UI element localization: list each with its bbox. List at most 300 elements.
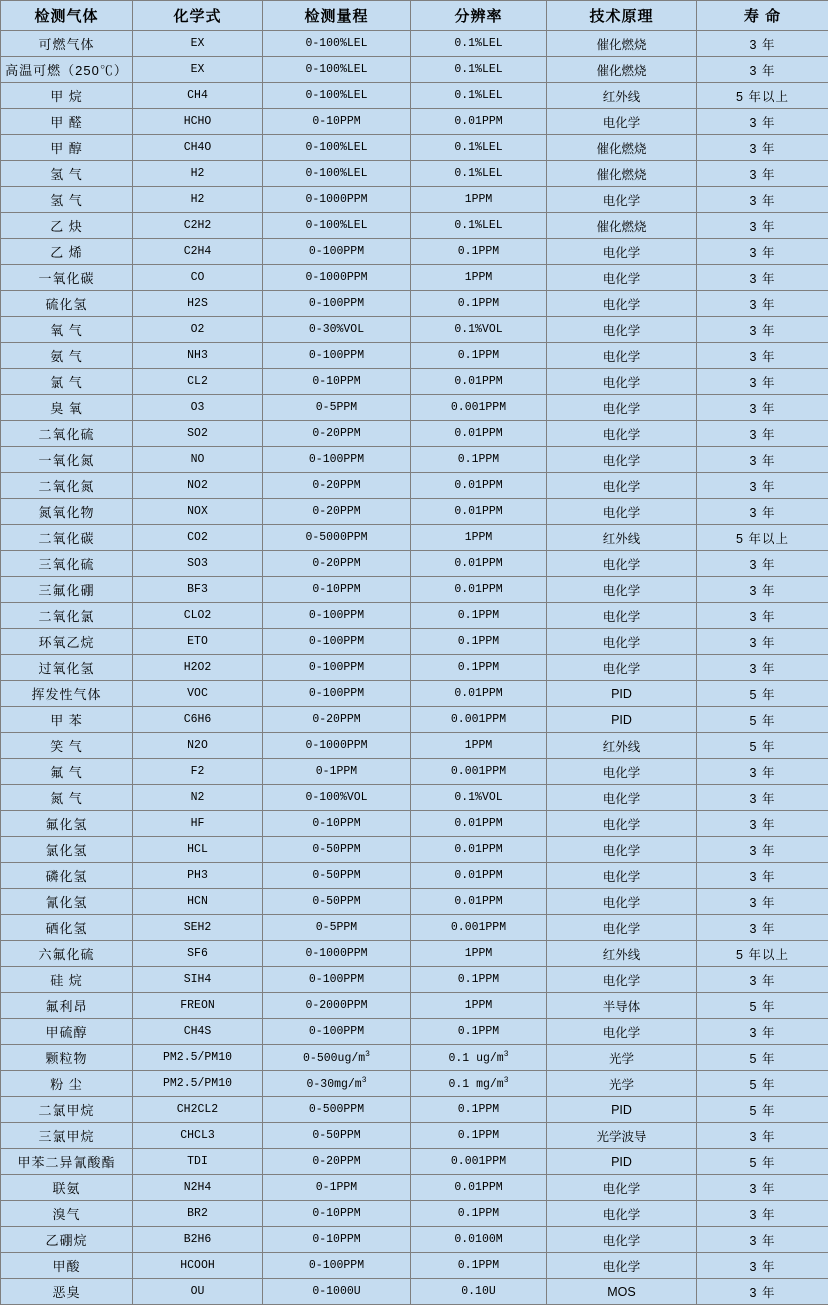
- cell-resolution: 0.01PPM: [411, 499, 547, 525]
- cell-resolution: 0.1PPM: [411, 1201, 547, 1227]
- cell-range: 0-20PPM: [263, 473, 411, 499]
- cell-principle: MOS: [547, 1279, 697, 1305]
- cell-life: 3 年: [697, 317, 828, 343]
- cell-resolution: 1PPM: [411, 733, 547, 759]
- cell-resolution: 0.01PPM: [411, 811, 547, 837]
- cell-life: 3 年: [697, 1019, 828, 1045]
- cell-life: 5 年以上: [697, 525, 828, 551]
- cell-formula: PM2.5/PM10: [133, 1071, 263, 1097]
- cell-gas: 乙硼烷: [1, 1227, 133, 1253]
- cell-principle: 红外线: [547, 525, 697, 551]
- cell-gas: 一氧化碳: [1, 265, 133, 291]
- cell-resolution: 0.1%VOL: [411, 785, 547, 811]
- cell-formula: SO2: [133, 421, 263, 447]
- cell-life: 3 年: [697, 213, 828, 239]
- cell-resolution: 0.1PPM: [411, 343, 547, 369]
- cell-gas: 二氯甲烷: [1, 1097, 133, 1123]
- cell-principle: PID: [547, 707, 697, 733]
- cell-range: 0-100%LEL: [263, 213, 411, 239]
- cell-range: 0-500PPM: [263, 1097, 411, 1123]
- table-row: [1, 889, 828, 915]
- cell-life: 3 年: [697, 1227, 828, 1253]
- cell-formula: PM2.5/PM10: [133, 1045, 263, 1071]
- cell-range: 0-10PPM: [263, 811, 411, 837]
- cell-life: 3 年: [697, 109, 828, 135]
- cell-principle: 电化学: [547, 1201, 697, 1227]
- cell-formula: H2: [133, 161, 263, 187]
- table-row: [1, 707, 828, 733]
- cell-gas: 氢 气: [1, 161, 133, 187]
- cell-resolution: 0.01PPM: [411, 421, 547, 447]
- table-row: [1, 31, 828, 57]
- cell-life: 3 年: [697, 1253, 828, 1279]
- cell-resolution: 0.1%LEL: [411, 31, 547, 57]
- table-row: [1, 1279, 828, 1305]
- cell-resolution: 0.1PPM: [411, 603, 547, 629]
- cell-life: 3 年: [697, 1279, 828, 1305]
- cell-gas: 臭 氧: [1, 395, 133, 421]
- cell-range: 0-5PPM: [263, 915, 411, 941]
- cell-resolution: 0.1PPM: [411, 629, 547, 655]
- cell-principle: 电化学: [547, 395, 697, 421]
- cell-range: 0-10PPM: [263, 369, 411, 395]
- table-row: [1, 447, 828, 473]
- cell-range: 0-1000PPM: [263, 265, 411, 291]
- cell-principle: 电化学: [547, 915, 697, 941]
- cell-gas: 可燃气体: [1, 31, 133, 57]
- cell-gas: 氟 气: [1, 759, 133, 785]
- cell-formula: CLO2: [133, 603, 263, 629]
- cell-resolution: 0.01PPM: [411, 863, 547, 889]
- table-header-row: [1, 1, 828, 31]
- cell-life: 5 年: [697, 1045, 828, 1071]
- cell-life: 3 年: [697, 421, 828, 447]
- cell-life: 3 年: [697, 655, 828, 681]
- cell-gas: 氧 气: [1, 317, 133, 343]
- table-row: [1, 863, 828, 889]
- cell-resolution: 1PPM: [411, 993, 547, 1019]
- table-row: [1, 187, 828, 213]
- table-row: [1, 395, 828, 421]
- cell-range: 0-20PPM: [263, 499, 411, 525]
- cell-range: 0-50PPM: [263, 837, 411, 863]
- cell-life: 3 年: [697, 265, 828, 291]
- cell-principle: 电化学: [547, 265, 697, 291]
- column-header-range: 检测量程: [263, 1, 411, 31]
- cell-resolution: 0.1PPM: [411, 239, 547, 265]
- cell-range: 0-100PPM: [263, 239, 411, 265]
- cell-formula: CO: [133, 265, 263, 291]
- cell-formula: OU: [133, 1279, 263, 1305]
- table-row: [1, 83, 828, 109]
- cell-life: 5 年: [697, 1149, 828, 1175]
- cell-life: 5 年: [697, 733, 828, 759]
- cell-resolution: 0.1%LEL: [411, 135, 547, 161]
- cell-range: 0-100PPM: [263, 1253, 411, 1279]
- table-row: [1, 603, 828, 629]
- table-row: [1, 629, 828, 655]
- cell-resolution: 0.01PPM: [411, 1175, 547, 1201]
- table-row: [1, 733, 828, 759]
- cell-gas: 硫化氢: [1, 291, 133, 317]
- cell-range: 0-50PPM: [263, 863, 411, 889]
- cell-principle: 电化学: [547, 343, 697, 369]
- cell-range: 0-100PPM: [263, 343, 411, 369]
- cell-life: 3 年: [697, 889, 828, 915]
- cell-formula: C2H2: [133, 213, 263, 239]
- cell-gas: 硒化氢: [1, 915, 133, 941]
- table-row: [1, 291, 828, 317]
- cell-formula: NO2: [133, 473, 263, 499]
- cell-principle: PID: [547, 1097, 697, 1123]
- cell-resolution: 0.1%LEL: [411, 161, 547, 187]
- cell-principle: 电化学: [547, 629, 697, 655]
- table-row: [1, 421, 828, 447]
- cell-range: 0-5PPM: [263, 395, 411, 421]
- cell-range: 0-100PPM: [263, 291, 411, 317]
- cell-life: 5 年: [697, 993, 828, 1019]
- cell-resolution: 0.1%LEL: [411, 213, 547, 239]
- cell-resolution: 0.1PPM: [411, 655, 547, 681]
- column-header-resolution: 分辨率: [411, 1, 547, 31]
- cell-life: 3 年: [697, 161, 828, 187]
- cell-gas: 乙 烯: [1, 239, 133, 265]
- cell-range: 0-50PPM: [263, 889, 411, 915]
- cell-principle: 电化学: [547, 785, 697, 811]
- cell-formula: HCN: [133, 889, 263, 915]
- cell-formula: O3: [133, 395, 263, 421]
- table-row: [1, 811, 828, 837]
- cell-resolution: 0.1PPM: [411, 1097, 547, 1123]
- cell-range: 0-100%LEL: [263, 31, 411, 57]
- cell-formula: VOC: [133, 681, 263, 707]
- cell-formula: C2H4: [133, 239, 263, 265]
- table-row: [1, 525, 828, 551]
- cell-formula: SEH2: [133, 915, 263, 941]
- cell-range: 0-100PPM: [263, 1019, 411, 1045]
- cell-formula: SO3: [133, 551, 263, 577]
- cell-range: 0-1PPM: [263, 759, 411, 785]
- cell-principle: 电化学: [547, 837, 697, 863]
- cell-formula: O2: [133, 317, 263, 343]
- cell-gas: 溴气: [1, 1201, 133, 1227]
- cell-life: 3 年: [697, 291, 828, 317]
- cell-gas: 乙 炔: [1, 213, 133, 239]
- column-header-formula: 化学式: [133, 1, 263, 31]
- cell-principle: 光学: [547, 1071, 697, 1097]
- cell-range: 0-100%LEL: [263, 161, 411, 187]
- cell-resolution: 0.1%LEL: [411, 83, 547, 109]
- table-row: [1, 135, 828, 161]
- cell-formula: HCOOH: [133, 1253, 263, 1279]
- cell-formula: H2O2: [133, 655, 263, 681]
- cell-range: 0-100%LEL: [263, 57, 411, 83]
- cell-principle: 催化燃烧: [547, 161, 697, 187]
- table-row: [1, 239, 828, 265]
- table-row: [1, 785, 828, 811]
- table-row: [1, 1253, 828, 1279]
- cell-range: 0-100PPM: [263, 967, 411, 993]
- cell-gas: 过氧化氢: [1, 655, 133, 681]
- cell-resolution: 0.01PPM: [411, 837, 547, 863]
- cell-gas: 六氟化硫: [1, 941, 133, 967]
- cell-gas: 氮氧化物: [1, 499, 133, 525]
- cell-gas: 氟利昂: [1, 993, 133, 1019]
- cell-principle: 电化学: [547, 109, 697, 135]
- table-row: [1, 577, 828, 603]
- cell-gas: 高温可燃（250℃）: [1, 57, 133, 83]
- cell-formula: FREON: [133, 993, 263, 1019]
- table-row: [1, 1097, 828, 1123]
- cell-principle: 电化学: [547, 369, 697, 395]
- table-row: [1, 1227, 828, 1253]
- cell-life: 3 年: [697, 499, 828, 525]
- cell-principle: 电化学: [547, 889, 697, 915]
- cell-gas: 挥发性气体: [1, 681, 133, 707]
- cell-range: 0-100PPM: [263, 655, 411, 681]
- table-row: [1, 941, 828, 967]
- cell-life: 3 年: [697, 239, 828, 265]
- cell-resolution: 0.01PPM: [411, 109, 547, 135]
- cell-resolution: 0.1%LEL: [411, 57, 547, 83]
- cell-life: 5 年: [697, 1071, 828, 1097]
- cell-gas: 氟化氢: [1, 811, 133, 837]
- cell-gas: 甲 醇: [1, 135, 133, 161]
- cell-formula: ETO: [133, 629, 263, 655]
- cell-principle: 催化燃烧: [547, 213, 697, 239]
- cell-life: 3 年: [697, 343, 828, 369]
- cell-resolution: 0.1 $mg/m^3$: [411, 1071, 547, 1097]
- cell-life: 3 年: [697, 577, 828, 603]
- table-row: [1, 369, 828, 395]
- cell-resolution: 0.1PPM: [411, 967, 547, 993]
- cell-range: 0-20PPM: [263, 707, 411, 733]
- cell-life: 5 年以上: [697, 941, 828, 967]
- cell-formula: TDI: [133, 1149, 263, 1175]
- cell-range: 0-100PPM: [263, 447, 411, 473]
- cell-principle: 红外线: [547, 941, 697, 967]
- cell-principle: 电化学: [547, 473, 697, 499]
- cell-range: 0-100%LEL: [263, 135, 411, 161]
- cell-principle: PID: [547, 681, 697, 707]
- cell-range: 0-1PPM: [263, 1175, 411, 1201]
- cell-principle: 电化学: [547, 1019, 697, 1045]
- cell-range: 0-100PPM: [263, 681, 411, 707]
- cell-range: 0-100%VOL: [263, 785, 411, 811]
- table-row: [1, 265, 828, 291]
- cell-life: 3 年: [697, 395, 828, 421]
- cell-life: 5 年: [697, 681, 828, 707]
- cell-resolution: 0.001PPM: [411, 915, 547, 941]
- cell-gas: 一氧化氮: [1, 447, 133, 473]
- cell-resolution: 0.1PPM: [411, 1253, 547, 1279]
- cell-gas: 甲 烷: [1, 83, 133, 109]
- cell-range: $0-500ug/m^3$: [263, 1045, 411, 1071]
- cell-resolution: 0.10U: [411, 1279, 547, 1305]
- cell-formula: PH3: [133, 863, 263, 889]
- cell-principle: 电化学: [547, 499, 697, 525]
- cell-gas: 二氧化氮: [1, 473, 133, 499]
- table-row: [1, 161, 828, 187]
- column-header-gas: 检测气体: [1, 1, 133, 31]
- cell-principle: 催化燃烧: [547, 135, 697, 161]
- column-header-principle: 技术原理: [547, 1, 697, 31]
- cell-gas: 甲酸: [1, 1253, 133, 1279]
- cell-resolution: 1PPM: [411, 187, 547, 213]
- cell-resolution: 0.1 $ug/m^3$: [411, 1045, 547, 1071]
- cell-principle: 光学: [547, 1045, 697, 1071]
- cell-gas: 二氧化硫: [1, 421, 133, 447]
- cell-gas: 甲 苯: [1, 707, 133, 733]
- cell-formula: NH3: [133, 343, 263, 369]
- cell-principle: PID: [547, 1149, 697, 1175]
- cell-range: 0-20PPM: [263, 421, 411, 447]
- cell-life: 3 年: [697, 187, 828, 213]
- cell-principle: 电化学: [547, 603, 697, 629]
- cell-life: 3 年: [697, 759, 828, 785]
- cell-range: 0-10PPM: [263, 577, 411, 603]
- cell-gas: 二氧化碳: [1, 525, 133, 551]
- cell-gas: 甲硫醇: [1, 1019, 133, 1045]
- cell-resolution: 0.01PPM: [411, 551, 547, 577]
- cell-principle: 电化学: [547, 655, 697, 681]
- cell-formula: HF: [133, 811, 263, 837]
- cell-life: 5 年: [697, 1097, 828, 1123]
- cell-gas: 环氧乙烷: [1, 629, 133, 655]
- cell-formula: F2: [133, 759, 263, 785]
- cell-principle: 电化学: [547, 551, 697, 577]
- cell-life: 3 年: [697, 629, 828, 655]
- cell-principle: 催化燃烧: [547, 31, 697, 57]
- cell-gas: 三氧化硫: [1, 551, 133, 577]
- column-header-life: 寿 命: [697, 1, 828, 31]
- cell-life: 3 年: [697, 369, 828, 395]
- cell-gas: 笑 气: [1, 733, 133, 759]
- cell-life: 3 年: [697, 811, 828, 837]
- cell-gas: 粉 尘: [1, 1071, 133, 1097]
- cell-formula: N2O: [133, 733, 263, 759]
- cell-gas: 颗粒物: [1, 1045, 133, 1071]
- cell-resolution: 0.1PPM: [411, 291, 547, 317]
- table-row: [1, 915, 828, 941]
- table-row: [1, 1149, 828, 1175]
- cell-life: 3 年: [697, 135, 828, 161]
- cell-life: 3 年: [697, 785, 828, 811]
- cell-resolution: 0.001PPM: [411, 1149, 547, 1175]
- cell-principle: 红外线: [547, 83, 697, 109]
- cell-formula: CH4O: [133, 135, 263, 161]
- cell-life: 3 年: [697, 915, 828, 941]
- table-row: [1, 57, 828, 83]
- cell-gas: 三氯甲烷: [1, 1123, 133, 1149]
- cell-range: 0-100%LEL: [263, 83, 411, 109]
- cell-life: 3 年: [697, 863, 828, 889]
- table-row: [1, 343, 828, 369]
- cell-principle: 电化学: [547, 317, 697, 343]
- table-row: [1, 993, 828, 1019]
- cell-formula: H2S: [133, 291, 263, 317]
- cell-resolution: 1PPM: [411, 941, 547, 967]
- cell-formula: BF3: [133, 577, 263, 603]
- cell-principle: 电化学: [547, 239, 697, 265]
- cell-principle: 电化学: [547, 187, 697, 213]
- table-row: [1, 551, 828, 577]
- table-row: [1, 967, 828, 993]
- cell-gas: 甲苯二异氰酸酯: [1, 1149, 133, 1175]
- cell-resolution: 1PPM: [411, 265, 547, 291]
- cell-formula: HCHO: [133, 109, 263, 135]
- cell-resolution: 0.01PPM: [411, 369, 547, 395]
- cell-formula: CH4: [133, 83, 263, 109]
- cell-formula: CH4S: [133, 1019, 263, 1045]
- cell-gas: 氰化氢: [1, 889, 133, 915]
- cell-principle: 半导体: [547, 993, 697, 1019]
- table-row: [1, 473, 828, 499]
- cell-principle: 电化学: [547, 421, 697, 447]
- cell-gas: 三氟化硼: [1, 577, 133, 603]
- cell-formula: CHCL3: [133, 1123, 263, 1149]
- cell-gas: 氢 气: [1, 187, 133, 213]
- table-row: [1, 1045, 828, 1071]
- cell-principle: 催化燃烧: [547, 57, 697, 83]
- cell-formula: CH2CL2: [133, 1097, 263, 1123]
- table-row: [1, 1019, 828, 1045]
- table-row: [1, 1123, 828, 1149]
- cell-life: 3 年: [697, 447, 828, 473]
- table-row: [1, 1071, 828, 1097]
- table-row: [1, 499, 828, 525]
- cell-life: 3 年: [697, 473, 828, 499]
- cell-principle: 电化学: [547, 447, 697, 473]
- cell-range: 0-1000PPM: [263, 941, 411, 967]
- cell-range: 0-100PPM: [263, 629, 411, 655]
- cell-gas: 氨 气: [1, 343, 133, 369]
- cell-gas: 磷化氢: [1, 863, 133, 889]
- cell-gas: 甲 醛: [1, 109, 133, 135]
- table-row: [1, 759, 828, 785]
- cell-range: 0-50PPM: [263, 1123, 411, 1149]
- table-row: [1, 109, 828, 135]
- cell-formula: H2: [133, 187, 263, 213]
- cell-life: 3 年: [697, 31, 828, 57]
- table-row: [1, 1175, 828, 1201]
- cell-formula: B2H6: [133, 1227, 263, 1253]
- cell-formula: CO2: [133, 525, 263, 551]
- cell-formula: SF6: [133, 941, 263, 967]
- table-row: [1, 213, 828, 239]
- cell-resolution: 0.01PPM: [411, 577, 547, 603]
- table-row: [1, 655, 828, 681]
- cell-range: 0-2000PPM: [263, 993, 411, 1019]
- cell-resolution: 0.01PPM: [411, 681, 547, 707]
- table-row: [1, 681, 828, 707]
- cell-resolution: 0.001PPM: [411, 707, 547, 733]
- cell-resolution: 0.0100M: [411, 1227, 547, 1253]
- cell-gas: 联氨: [1, 1175, 133, 1201]
- cell-gas: 氯 气: [1, 369, 133, 395]
- cell-principle: 电化学: [547, 1227, 697, 1253]
- cell-formula: SIH4: [133, 967, 263, 993]
- cell-range: 0-100PPM: [263, 603, 411, 629]
- cell-formula: BR2: [133, 1201, 263, 1227]
- cell-life: 3 年: [697, 603, 828, 629]
- cell-gas: 恶臭: [1, 1279, 133, 1305]
- cell-formula: EX: [133, 57, 263, 83]
- cell-life: 3 年: [697, 967, 828, 993]
- cell-principle: 电化学: [547, 291, 697, 317]
- cell-resolution: 0.01PPM: [411, 889, 547, 915]
- cell-principle: 电化学: [547, 759, 697, 785]
